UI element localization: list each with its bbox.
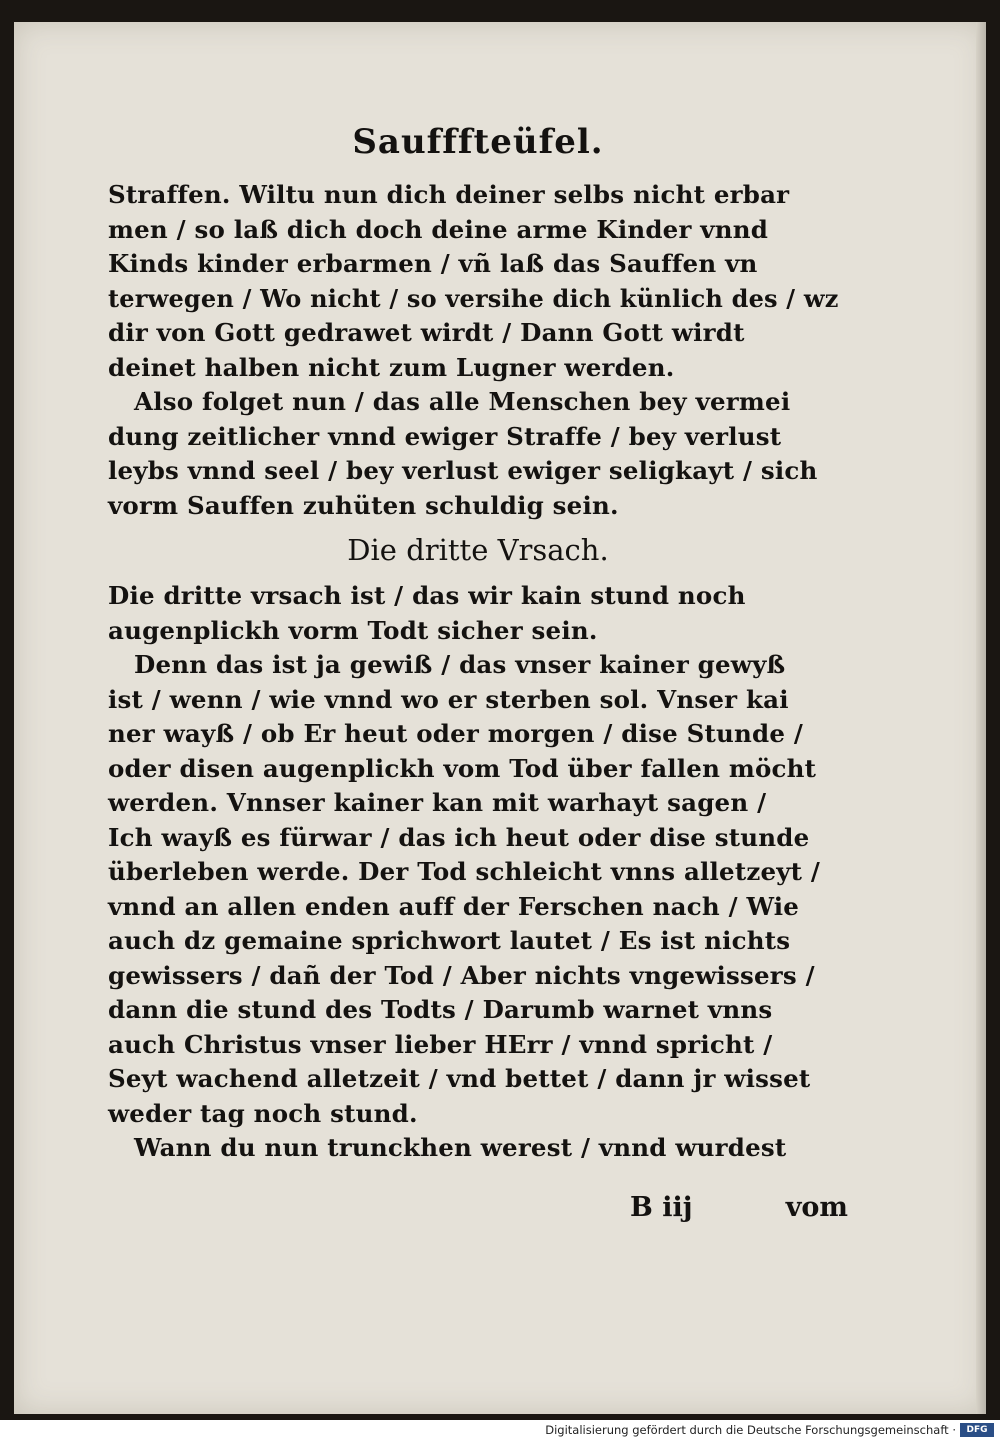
- page-text-block: [108, 112, 848, 1166]
- text-line: Straffen. Wiltu nun dich deiner selbs nicht erbar: [108, 180, 790, 209]
- text-line: werden. Vnnser kainer kan mit warhayt sagen /: [108, 788, 767, 817]
- text-line: ist / wenn / wie vnnd wo er sterben sol. Vnser kai: [108, 684, 789, 714]
- text-line: dann die stund des Todts / Darumb warnet vnns: [108, 995, 773, 1024]
- text-line: Wann du nun trunckhen werest / vnnd wurdest: [134, 1133, 787, 1162]
- running-head: Saufffteüfel.: [352, 122, 604, 162]
- text-line: Ich wayß es fürwar / das ich heut oder dise stunde: [108, 822, 810, 852]
- paragraph-2: [108, 385, 848, 523]
- text-line: überleben werde. Der Tod schleicht vnns alletzeyt /: [108, 857, 821, 886]
- text-line: ner wayß / ob Er heut oder morgen / dise Stunde /: [108, 719, 804, 748]
- signature-mark: B iij: [630, 1192, 693, 1223]
- paragraph-4: [108, 648, 848, 1131]
- section-heading: Die dritte Vrsach.: [347, 533, 609, 567]
- footer-credit: Digitalisierung gefördert durch die Deutsche Forschungsgemeinschaft ·: [545, 1423, 956, 1437]
- text-line: vnnd an allen enden auff der Ferschen nach / Wie: [108, 891, 800, 921]
- dfg-logo-icon: DFG: [960, 1423, 994, 1437]
- paragraph-3: [108, 579, 848, 648]
- signature-row: [108, 1192, 848, 1232]
- text-line: leybs vnnd seel / bey verlust ewiger seligkayt / sich: [108, 456, 818, 485]
- text-line: weder tag noch stund.: [108, 1098, 418, 1128]
- text-line: Die dritte vrsach ist / das wir kain stund noch: [108, 581, 746, 610]
- paragraph-1: [108, 178, 848, 385]
- text-line: dir von Gott gedrawet wirdt / Dann Gott wirdt: [108, 318, 745, 347]
- catchword: vom: [785, 1192, 848, 1223]
- text-line: Also folget nun / das alle Menschen bey vermei: [134, 387, 791, 416]
- text-line: deinet halben nicht zum Lugner werden.: [108, 352, 675, 382]
- text-line: Seyt wachend alletzeit / vnd bettet / dann jr wisset: [108, 1064, 811, 1093]
- text-line: Kinds kinder erbarmen / vñ laß das Sauffen vn: [108, 249, 758, 278]
- text-line: auch Christus vnser lieber HErr / vnnd spricht /: [108, 1029, 773, 1059]
- page-edge: [976, 22, 986, 1414]
- text-line: gewissers / dañ der Tod / Aber nichts vngewissers /: [108, 960, 815, 990]
- footer-bar: [0, 1420, 1000, 1441]
- text-line: auch dz gemaine sprichwort lautet / Es ist nichts: [108, 926, 791, 955]
- text-line: Denn das ist ja gewiß / das vnser kainer gewyß: [134, 650, 786, 679]
- text-line: terwegen / Wo nicht / so versihe dich künlich des / wz: [108, 283, 839, 313]
- text-line: vorm Sauffen zuhüten schuldig sein.: [108, 490, 619, 520]
- paragraph-5: [108, 1131, 848, 1166]
- text-line: dung zeitlicher vnnd ewiger Straffe / bey verlust: [108, 421, 782, 451]
- text-line: men / so laß dich doch deine arme Kinder vnnd: [108, 214, 769, 244]
- text-line: oder disen augenplickh vom Tod über fallen möcht: [108, 753, 817, 783]
- text-line: augenplickh vorm Todt sicher sein.: [108, 615, 598, 645]
